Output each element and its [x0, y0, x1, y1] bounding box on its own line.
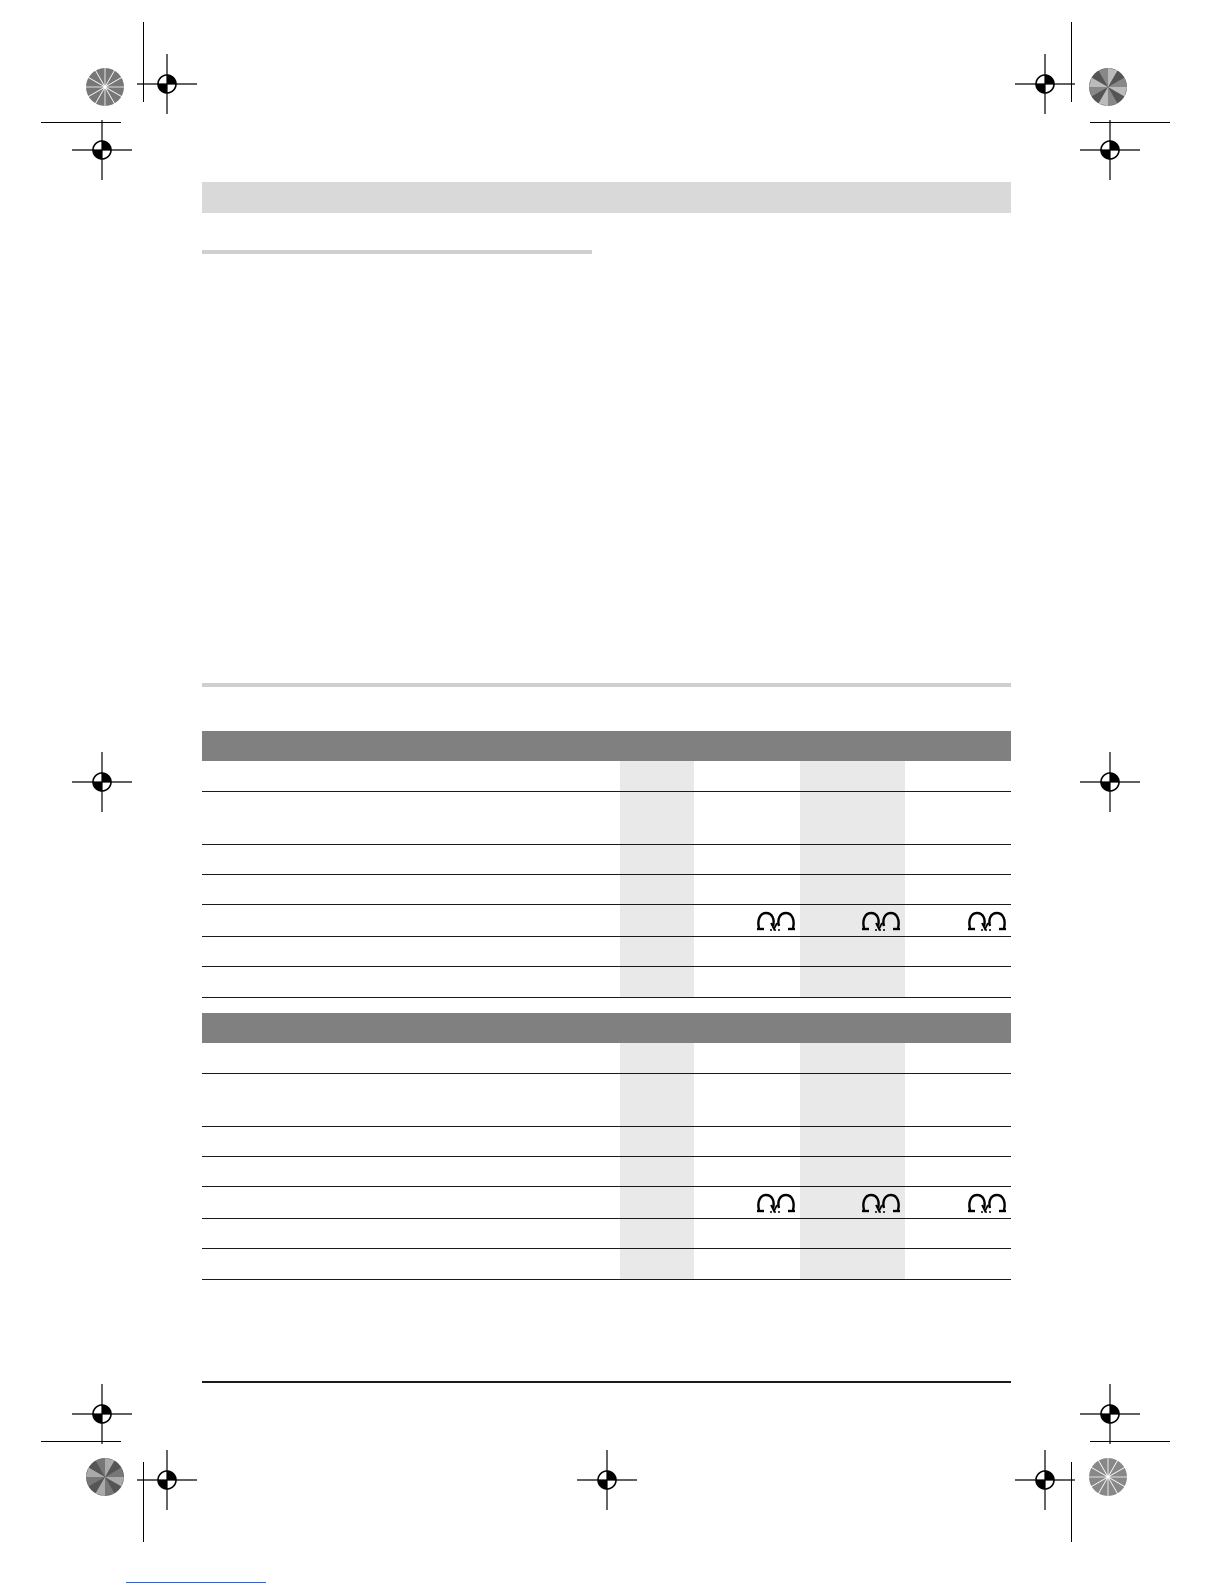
table-row [202, 792, 1011, 845]
crosshair-target-icon [1080, 120, 1140, 180]
double-rotation-symbol-icon [967, 910, 1007, 932]
table-row [202, 1074, 1011, 1127]
crop-line [41, 122, 121, 123]
table-row [202, 967, 1011, 998]
crosshair-target-icon [137, 1450, 197, 1510]
footer-rule [202, 1381, 1011, 1383]
table-cell [620, 1157, 694, 1186]
table-cell [620, 845, 694, 874]
table-cell [800, 1157, 905, 1186]
double-rotation-symbol-icon [756, 1192, 796, 1214]
table-cell [800, 1074, 905, 1126]
table-cell [620, 1043, 694, 1073]
double-rotation-symbol-icon [756, 910, 796, 932]
table-row [202, 1157, 1011, 1187]
crop-line [1090, 1441, 1170, 1442]
crop-line [1090, 122, 1170, 123]
starburst-wheel-icon [1088, 67, 1128, 107]
table-row [202, 905, 1011, 937]
table-cell [800, 875, 905, 904]
crop-line [41, 1441, 121, 1442]
table-cell [620, 937, 694, 966]
table-cell [620, 792, 694, 844]
crosshair-target-icon [72, 752, 132, 812]
crosshair-target-icon [1015, 1450, 1075, 1510]
table-header [202, 1013, 1011, 1043]
crosshair-target-icon [1080, 1384, 1140, 1444]
table-cell [800, 1127, 905, 1156]
table-row [202, 1187, 1011, 1219]
crop-line [1071, 22, 1072, 102]
table-cell [800, 761, 905, 791]
table-cell [800, 967, 905, 997]
table-cell [800, 1219, 905, 1248]
table-row [202, 845, 1011, 875]
spec-table-1 [202, 731, 1011, 998]
crosshair-target-icon [72, 1384, 132, 1444]
spec-table-2 [202, 1013, 1011, 1280]
table-cell [694, 905, 800, 936]
crosshair-target-icon [1015, 54, 1075, 114]
crosshair-target-icon [1080, 752, 1140, 812]
table-cell [800, 1187, 905, 1218]
starburst-wheel-icon [85, 1457, 125, 1497]
table-cell [800, 937, 905, 966]
table-row [202, 1219, 1011, 1249]
table-cell [694, 1187, 800, 1218]
crosshair-target-icon [137, 54, 197, 114]
table-cell [800, 1043, 905, 1073]
table-row [202, 937, 1011, 967]
table-cell [905, 1187, 1011, 1218]
table-cell [620, 1187, 694, 1218]
double-rotation-symbol-icon [861, 910, 901, 932]
page-header-bar [202, 182, 1011, 213]
table-row [202, 1043, 1011, 1074]
double-rotation-symbol-icon [967, 1192, 1007, 1214]
table-cell [620, 1074, 694, 1126]
table-cell [620, 1127, 694, 1156]
section-rule-short [202, 250, 592, 254]
table-header [202, 731, 1011, 761]
table-cell [800, 905, 905, 936]
table-cell [620, 967, 694, 997]
scan-artifact-line [126, 1582, 266, 1583]
table-row [202, 875, 1011, 905]
table-cell [800, 792, 905, 844]
double-rotation-symbol-icon [861, 1192, 901, 1214]
table-cell [800, 845, 905, 874]
table-cell [620, 761, 694, 791]
table-cell [620, 1249, 694, 1279]
table-cell [905, 905, 1011, 936]
table-row [202, 1249, 1011, 1280]
crop-line [143, 22, 144, 102]
starburst-wheel-icon [85, 67, 125, 107]
crosshair-target-icon [72, 120, 132, 180]
crop-line [143, 1462, 144, 1542]
table-cell [620, 905, 694, 936]
table-cell [620, 875, 694, 904]
starburst-wheel-icon [1088, 1457, 1128, 1497]
table-row [202, 761, 1011, 792]
crosshair-target-icon [577, 1450, 637, 1510]
table-cell [800, 1249, 905, 1279]
table-row [202, 1127, 1011, 1157]
section-rule-full [202, 683, 1011, 687]
crop-line [1071, 1462, 1072, 1542]
table-cell [620, 1219, 694, 1248]
